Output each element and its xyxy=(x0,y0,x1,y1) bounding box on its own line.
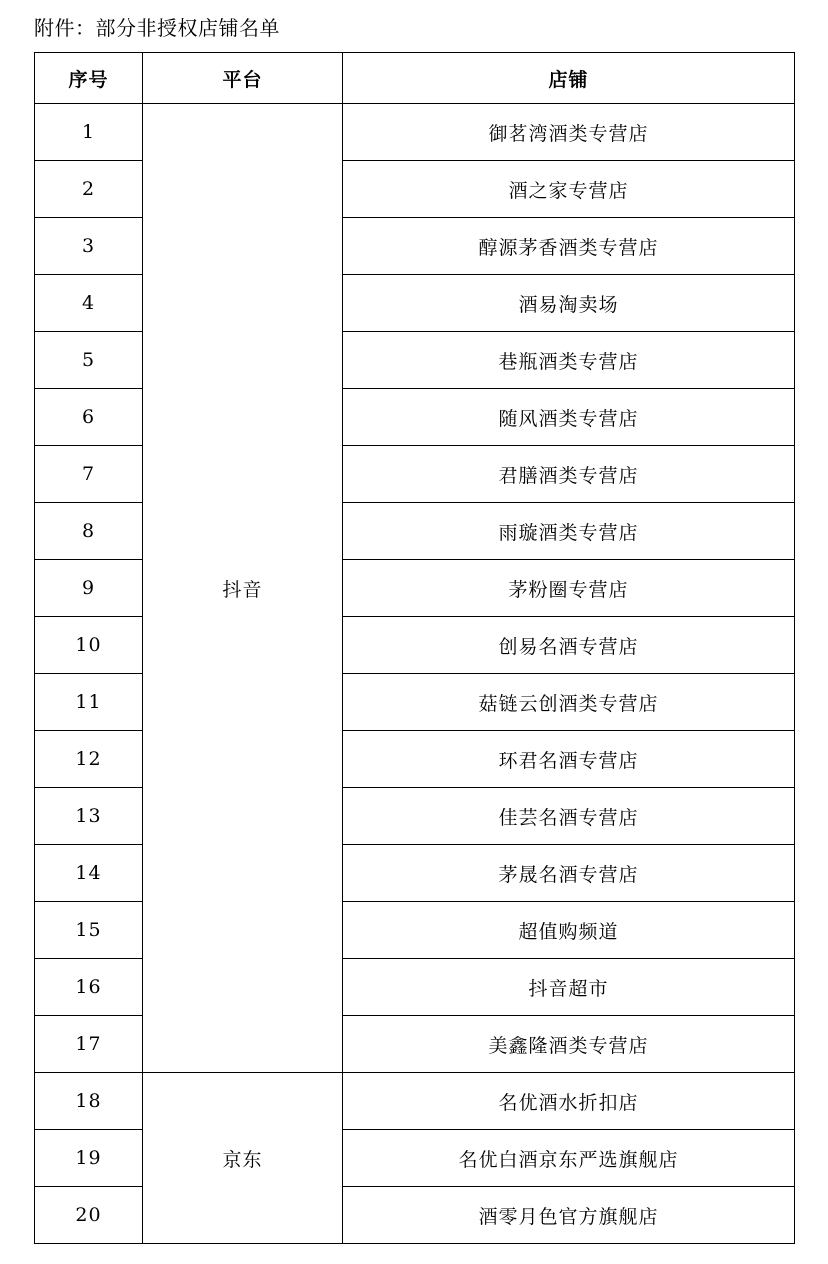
unauthorized-shop-table xyxy=(34,52,795,1244)
cell-index: 15 xyxy=(35,902,143,959)
cell-index: 19 xyxy=(35,1130,143,1187)
cell-index: 16 xyxy=(35,959,143,1016)
table-body xyxy=(35,104,795,1244)
cell-shop: 美鑫隆酒类专营店 xyxy=(343,1016,795,1073)
cell-index: 17 xyxy=(35,1016,143,1073)
cell-shop: 名优白酒京东严选旗舰店 xyxy=(343,1130,795,1187)
cell-index: 7 xyxy=(35,446,143,503)
table-header xyxy=(35,53,795,104)
cell-shop: 茅粉圈专营店 xyxy=(343,560,795,617)
cell-index: 20 xyxy=(35,1187,143,1244)
cell-shop: 佳芸名酒专营店 xyxy=(343,788,795,845)
cell-index: 4 xyxy=(35,275,143,332)
cell-shop: 君膳酒类专营店 xyxy=(343,446,795,503)
table-row xyxy=(35,104,795,161)
cell-shop: 雨璇酒类专营店 xyxy=(343,503,795,560)
cell-index: 6 xyxy=(35,389,143,446)
column-header-platform: 平台 xyxy=(143,53,343,104)
cell-index: 2 xyxy=(35,161,143,218)
cell-shop: 巷瓶酒类专营店 xyxy=(343,332,795,389)
cell-shop: 抖音超市 xyxy=(343,959,795,1016)
table-row xyxy=(35,1073,795,1130)
cell-shop: 酒易淘卖场 xyxy=(343,275,795,332)
column-header-index: 序号 xyxy=(35,53,143,104)
cell-index: 9 xyxy=(35,560,143,617)
cell-shop: 菇链云创酒类专营店 xyxy=(343,674,795,731)
cell-shop: 御茗湾酒类专营店 xyxy=(343,104,795,161)
cell-index: 3 xyxy=(35,218,143,275)
cell-index: 5 xyxy=(35,332,143,389)
cell-shop: 超值购频道 xyxy=(343,902,795,959)
cell-index: 10 xyxy=(35,617,143,674)
column-header-shop: 店铺 xyxy=(343,53,795,104)
cell-shop: 酒零月色官方旗舰店 xyxy=(343,1187,795,1244)
cell-platform: 抖音 xyxy=(143,104,343,1073)
cell-index: 11 xyxy=(35,674,143,731)
page-title: 附件：部分非授权店铺名单 xyxy=(34,16,280,40)
cell-shop: 酒之家专营店 xyxy=(343,161,795,218)
cell-index: 12 xyxy=(35,731,143,788)
cell-shop: 环君名酒专营店 xyxy=(343,731,795,788)
cell-shop: 随风酒类专营店 xyxy=(343,389,795,446)
cell-shop: 名优酒水折扣店 xyxy=(343,1073,795,1130)
cell-index: 1 xyxy=(35,104,143,161)
cell-index: 13 xyxy=(35,788,143,845)
cell-index: 14 xyxy=(35,845,143,902)
cell-shop: 醇源茅香酒类专营店 xyxy=(343,218,795,275)
cell-platform: 京东 xyxy=(143,1073,343,1244)
table-header-row xyxy=(35,53,795,104)
cell-shop: 茅晟名酒专营店 xyxy=(343,845,795,902)
cell-shop: 创易名酒专营店 xyxy=(343,617,795,674)
cell-index: 8 xyxy=(35,503,143,560)
cell-index: 18 xyxy=(35,1073,143,1130)
